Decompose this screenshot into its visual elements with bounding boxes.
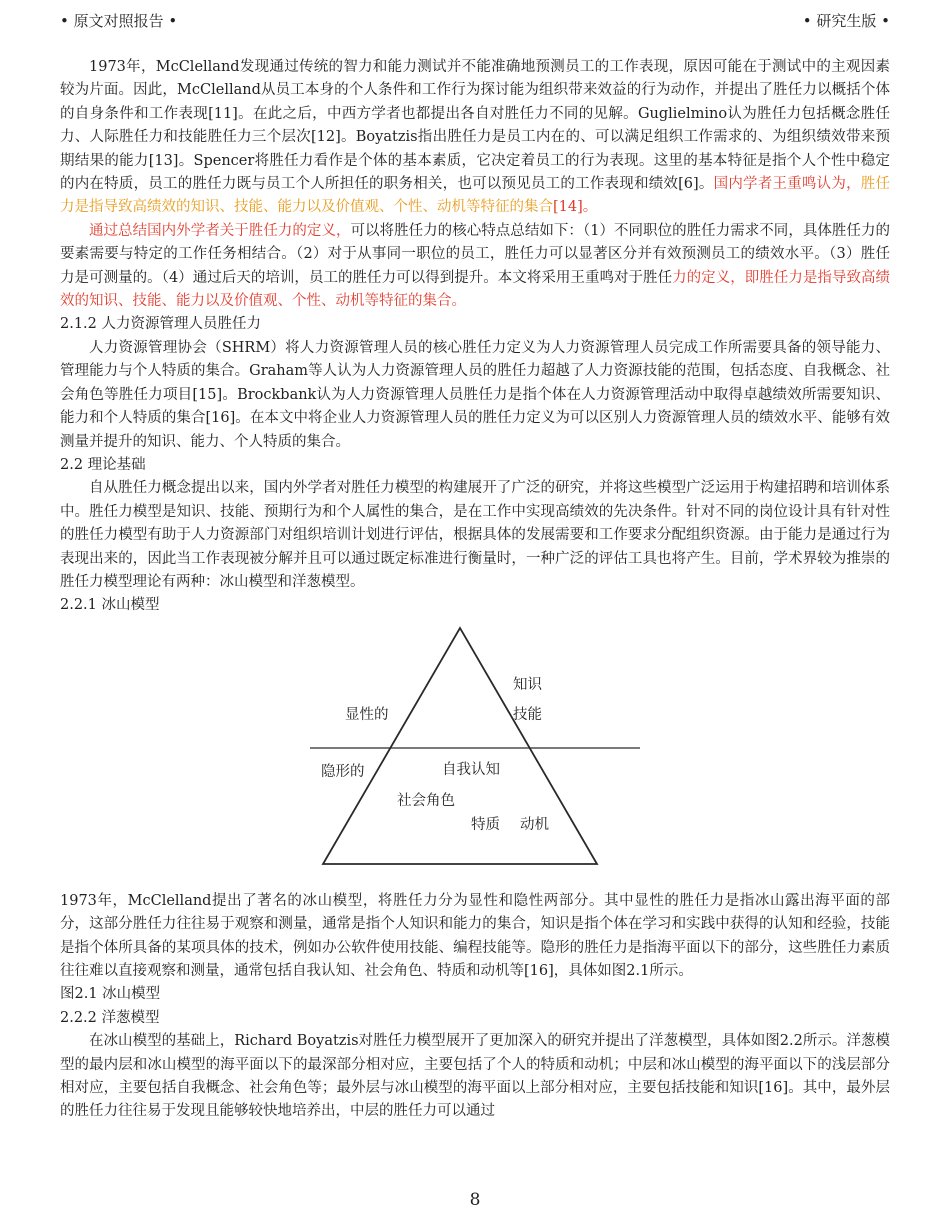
paragraph-theory-basis: 自从胜任力概念提出以来，国内外学者对胜任力模型的构建展开了广泛的研究，并将这些模型广泛运用于构建招聘和培训体系中。胜任力模型是知识、技能、预期行为和个人属性的集合，是在工作中实现高绩效的先决条件。针对不同的岗位设计具有针对性的胜任力模型有助于人力资源部门对组织培训计划进行评估，根据具体的发展需要和工作要求分配组织资源。由于能力是通过行为表现出来的，因此当工作表现被分解并且可以通过既定标准进行衡量时，一种广泛的评估工具也将产生。目前，学术界较为推崇的胜任力模型理论有两种：冰山模型和洋葱模型。 xyxy=(60,480,890,590)
page-number: 8 xyxy=(469,1190,481,1210)
label-knowledge: 知识 xyxy=(513,676,542,693)
paragraph-onion-model: 在冰山模型的基础上，Richard Boyatzis对胜任力模型展开了更加深入的研究并提出了洋葱模型，具体如图2.2所示。洋葱模型的最内层和冰山模型的海平面以下的最深部分相对应，主要包括了个人的特质和动机；中层和冰山模型的海平面以下的浅层部分相对应，主要包括自我概念、社会角色等；最外层与冰山模型的海平面以上部分相对应，主要包括技能和知识[16]。其中，最外层的胜任力往往易于发现且能够较快地培养出，中层的胜任力可以通过 xyxy=(60,1033,890,1120)
page-header xyxy=(0,10,950,34)
highlight-red: 力的定义，即胜任力是指导致高绩效的知识、技能、能力以及价值观、个性、动机等特征的集合。 xyxy=(60,269,890,310)
label-trait: 特质 xyxy=(471,816,500,833)
header-left: • 原文对照报告 • xyxy=(60,12,178,30)
figure-caption: 图2.1 冰山模型 xyxy=(60,986,161,1003)
heading-2-2-2: 2.2.2 洋葱模型 xyxy=(60,1009,160,1026)
heading-2-2-1: 2.2.1 冰山模型 xyxy=(60,597,160,614)
label-explicit: 显性的 xyxy=(345,706,389,723)
paragraph-text: 1973年，McClelland发现通过传统的智力和能力测试并不能准确地预测员工的工作表现，原因可能在于测试中的主观因素较为片面。因此，McClelland从员工本身的个人条件和工作行为探讨能为组织带来效益的行为动作，并提出了胜任力以概括个体的自身条件和工作表现[11]。在此之后，中西方学者也都提出各自对胜任力不同的见解。Guglielmino认为胜任力包括概念胜任力、人际胜任力和技能胜任力三个层次[12]。Boyatzis指出胜任力是员工内在的、可以满足组织工作需求的、为组织绩效带来预期结果的能力[13]。Spencer将胜任力看作是个体的基本素质，它决定着员工的行为表现。这里的基本特征是指个人个性中稳定的内在特质，员工的胜任力既与员工个人所担任的职务相关，也可以预见员工的工作表现和绩效[6]。 xyxy=(60,59,890,193)
header-right: • 研究生版 • xyxy=(802,12,890,30)
label-motive: 动机 xyxy=(520,816,549,833)
page-body xyxy=(60,56,890,1124)
highlight-red: 通过总结国内外学者关于胜任力的定义， xyxy=(89,222,351,239)
iceberg-triangle xyxy=(323,628,597,864)
label-self-cognition: 自我认知 xyxy=(442,761,500,778)
label-implicit: 隐形的 xyxy=(321,763,365,780)
paragraph-hr-competency: 人力资源管理协会（SHRM）将人力资源管理人员的核心胜任力定义为人力资源管理人员完成工作所需要具备的领导能力、管理能力与个人特质的集合。Graham等人认为人力资源管理人员的胜任力超越了人力资源技能的范围，包括态度、自我概念、社会角色等胜任力项目[15]。Brockbank认为人力资源管理人员胜任力是指个体在人力资源管理活动中取得卓越绩效所需要知识、能力和个人特质的集合[16]。在本文中将企业人力资源管理人员的胜任力定义为可以区别人力资源管理人员的绩效水平、能够有效测量并提升的知识、能力、个人特质的集合。 xyxy=(60,339,890,450)
iceberg-figure xyxy=(60,618,890,890)
paragraph-text: 可以将胜任力的核心特点总结如下：（1）不同职位的胜任力需求不同，具体胜任力的要素需要与特定的工作任务相结合。（2）对于从事同一职位的员工，胜任力可以显著区分并有效预测员工的绩效水平。（3）胜任力是可测量的。（4）通过后天的培训，员工的胜任力可以得到提升。本文将采用王重鸣对于胜任 xyxy=(60,222,890,286)
paragraph-iceberg-explanation: 1973年，McClelland提出了著名的冰山模型，将胜任力分为显性和隐性两部分。其中显性的胜任力是指冰山露出海平面的部分，这部分胜任力往往易于观察和测量，通常是指个人知识和能力的集合，知识是指个体在学习和实践中获得的认知和经验，技能是指个体所具备的某项具体的技术，例如办公软件使用技能、编程技能等。隐形的胜任力是指海平面以下的部分，这些胜任力素质往往难以直接观察和测量，通常包括自我认知、社会角色、特质和动机等[16]，具体如图2.1所示。 xyxy=(60,892,890,979)
heading-2-1-2: 2.1.2 人力资源管理人员胜任力 xyxy=(60,316,262,333)
highlight-orange: 胜任力是指导致高绩效的知识、技能、能力以及价值观、个性、动机等特征的集合 xyxy=(60,176,891,216)
heading-2-2: 2.2 理论基础 xyxy=(60,456,146,473)
paragraph-mcclelland-intro xyxy=(60,56,890,220)
label-skill: 技能 xyxy=(513,706,542,723)
label-social-role: 社会角色 xyxy=(397,792,455,809)
highlight-red: 国内学者王重鸣认为， xyxy=(713,176,861,193)
paragraph-core-features xyxy=(60,220,890,314)
highlight-red: [14]。 xyxy=(553,199,598,216)
